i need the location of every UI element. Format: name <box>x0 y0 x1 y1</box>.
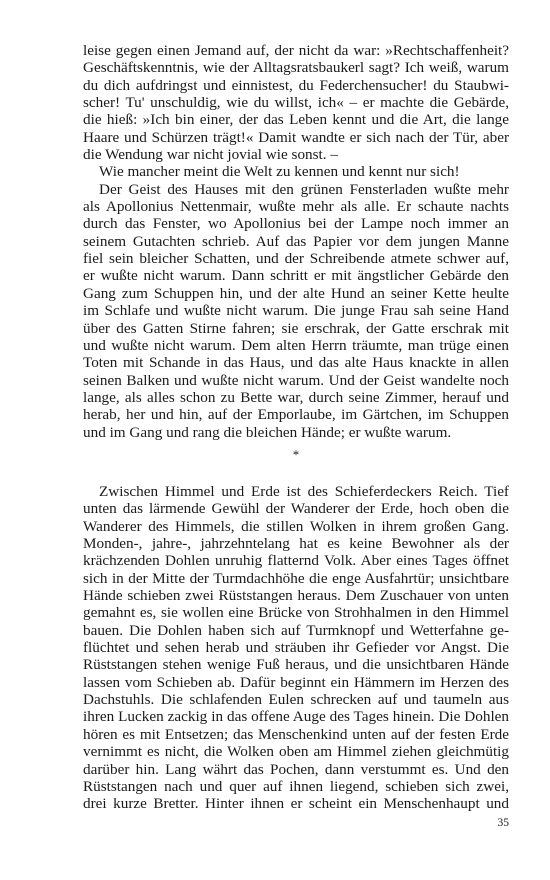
text-line: ihren Lucken zackig in das offene Auge des Tages hinein. Die Dohlen <box>83 708 509 726</box>
text-line: durch das Fenster, wo Apollonius bei der Lampe noch immer an <box>83 215 509 233</box>
text-line: herab, her und hin, auf der Emporlaube, im Gärtchen, im Schuppen <box>83 406 509 424</box>
text-line: du dich aufdringst und einnistest, du Federchensucher! du Staubwi- <box>83 76 509 94</box>
text-line: seinen Balken und wußte nicht warum. Und der Geist wandelte noch <box>83 371 509 389</box>
text-line: sich in der Mitte der Turmdachhöhe die enge Ausfahrtür; unsichtbare <box>83 569 509 587</box>
text-line: Gang zum Schuppen hin, und der alte Hund an seiner Kette heulte <box>83 284 509 302</box>
text-line: er wußte nicht warum. Dann schritt er mit ängstlicher Gebärde den <box>83 267 509 285</box>
text-line: leise gegen einen Jemand auf, der nicht da war: »Rechtschaffenheit? <box>83 42 509 59</box>
text-line: als Apollonius Nettenmair, wußte mehr als alle. Er schaute nachts <box>83 198 509 216</box>
text-line: krächzenden Dohlen unruhig flatternd Volk. Aber eines Tages öffnet <box>83 552 509 570</box>
text-line: über des Gatten Stirne fahren; sie erschrak, der Gatte erschrak mit <box>83 319 509 337</box>
text-line: unten das lärmende Gewühl der Wanderer der Erde, hoch oben die <box>83 500 509 518</box>
text-line: bauen. Die Dohlen haben sich auf Turmknopf und Wetterfahne ge- <box>83 621 509 639</box>
section-separator: * <box>292 447 300 462</box>
text-line: darüber hin. Lang währt das Pochen, dann verstummt es. Und den <box>83 760 509 778</box>
text-line: Toten mit Schande in das Haus, und das alte Haus knackte in allen <box>83 354 509 372</box>
text-line: gemahnt es, sie wollen eine Brücke von Strohhalmen in den Himmel <box>83 604 509 622</box>
text-line: Dachstuhls. Die schlafenden Eulen schrecken auf und taumeln aus <box>83 691 509 709</box>
page-number: 35 <box>497 817 509 829</box>
text-line: im Schlafe und wußte nicht warum. Die junge Frau sah seine Hand <box>83 302 509 320</box>
text-line: Monden-, jahre-, jahrzehntelang hat es keine Bewohner als der <box>83 535 509 553</box>
text-line: lassen vom Schieben ab. Dafür beginnt ein Hämmern im Herzen des <box>83 673 509 691</box>
text-line: und wußte nicht warum. Dem alten Herrn träumte, man trüge einen <box>83 336 509 354</box>
paragraph-block-lower <box>83 483 509 813</box>
text-line: fiel sein bleicher Schatten, und der Schreibende atmete schwer auf, <box>83 250 509 268</box>
text-line: seinem Gutachten schrieb. Auf das Papier vor dem jungen Manne <box>83 232 509 250</box>
text-line: Geschäftskenntnis, wie der Alltagsratsbaukerl sagt? Ich weiß, warum <box>83 59 509 77</box>
text-line: Der Geist des Hauses mit den grünen Fensterladen wußte mehr <box>99 180 509 198</box>
text-line: drei kurze Bretter. Hinter ihnen er scheint ein Menschenhaupt und <box>83 795 509 813</box>
text-line: Rüststangen stehen wenige Fuß heraus, und die unsichtbaren Hände <box>83 656 509 674</box>
text-line: Zwischen Himmel und Erde ist des Schieferdeckers Reich. Tief <box>99 483 509 500</box>
text-line: Rüststangen nach und quer auf ihnen liegend, schieben sich zwei, <box>83 777 509 795</box>
text-line: flüchtet und sehen herab und sträuben ihr Gefieder vor Angst. Die <box>83 639 509 657</box>
text-line: hören es mit Entsetzen; das Menschenkind unten auf der festen Erde <box>83 725 509 743</box>
text-line: die hieß: »Ich bin einer, der das Leben kennt und die Art, die lange <box>83 111 509 129</box>
text-line: vernimmt es nicht, die Wolken oben am Himmel ziehen gleichmütig <box>83 743 509 761</box>
text-line: die Wendung war nicht jovial wie sonst. – <box>83 146 338 164</box>
text-line: Wanderer des Himmels, die stillen Wolken in ihrem großen Gang. <box>83 517 509 535</box>
text-line: und im Gang und rang die bleichen Hände; er wußte warum. <box>83 423 452 441</box>
text-line: scher! Tu' unschuldig, wie du willst, ich« – er machte die Gebärde, <box>83 94 509 112</box>
text-line: lange, als alles schon zu Bette war, durch seine Zimmer, herauf und <box>83 388 509 406</box>
text-line: Haare und Schürzen trägt!« Damit wandte er sich nach der Tür, aber <box>83 128 509 146</box>
text-line: Hände schieben zwei Rüststangen heraus. Dem Zuschauer von unten <box>83 587 509 605</box>
paragraph-block-upper <box>83 42 509 441</box>
text-line: Wie mancher meint die Welt zu kennen und kennt nur sich! <box>99 163 460 181</box>
